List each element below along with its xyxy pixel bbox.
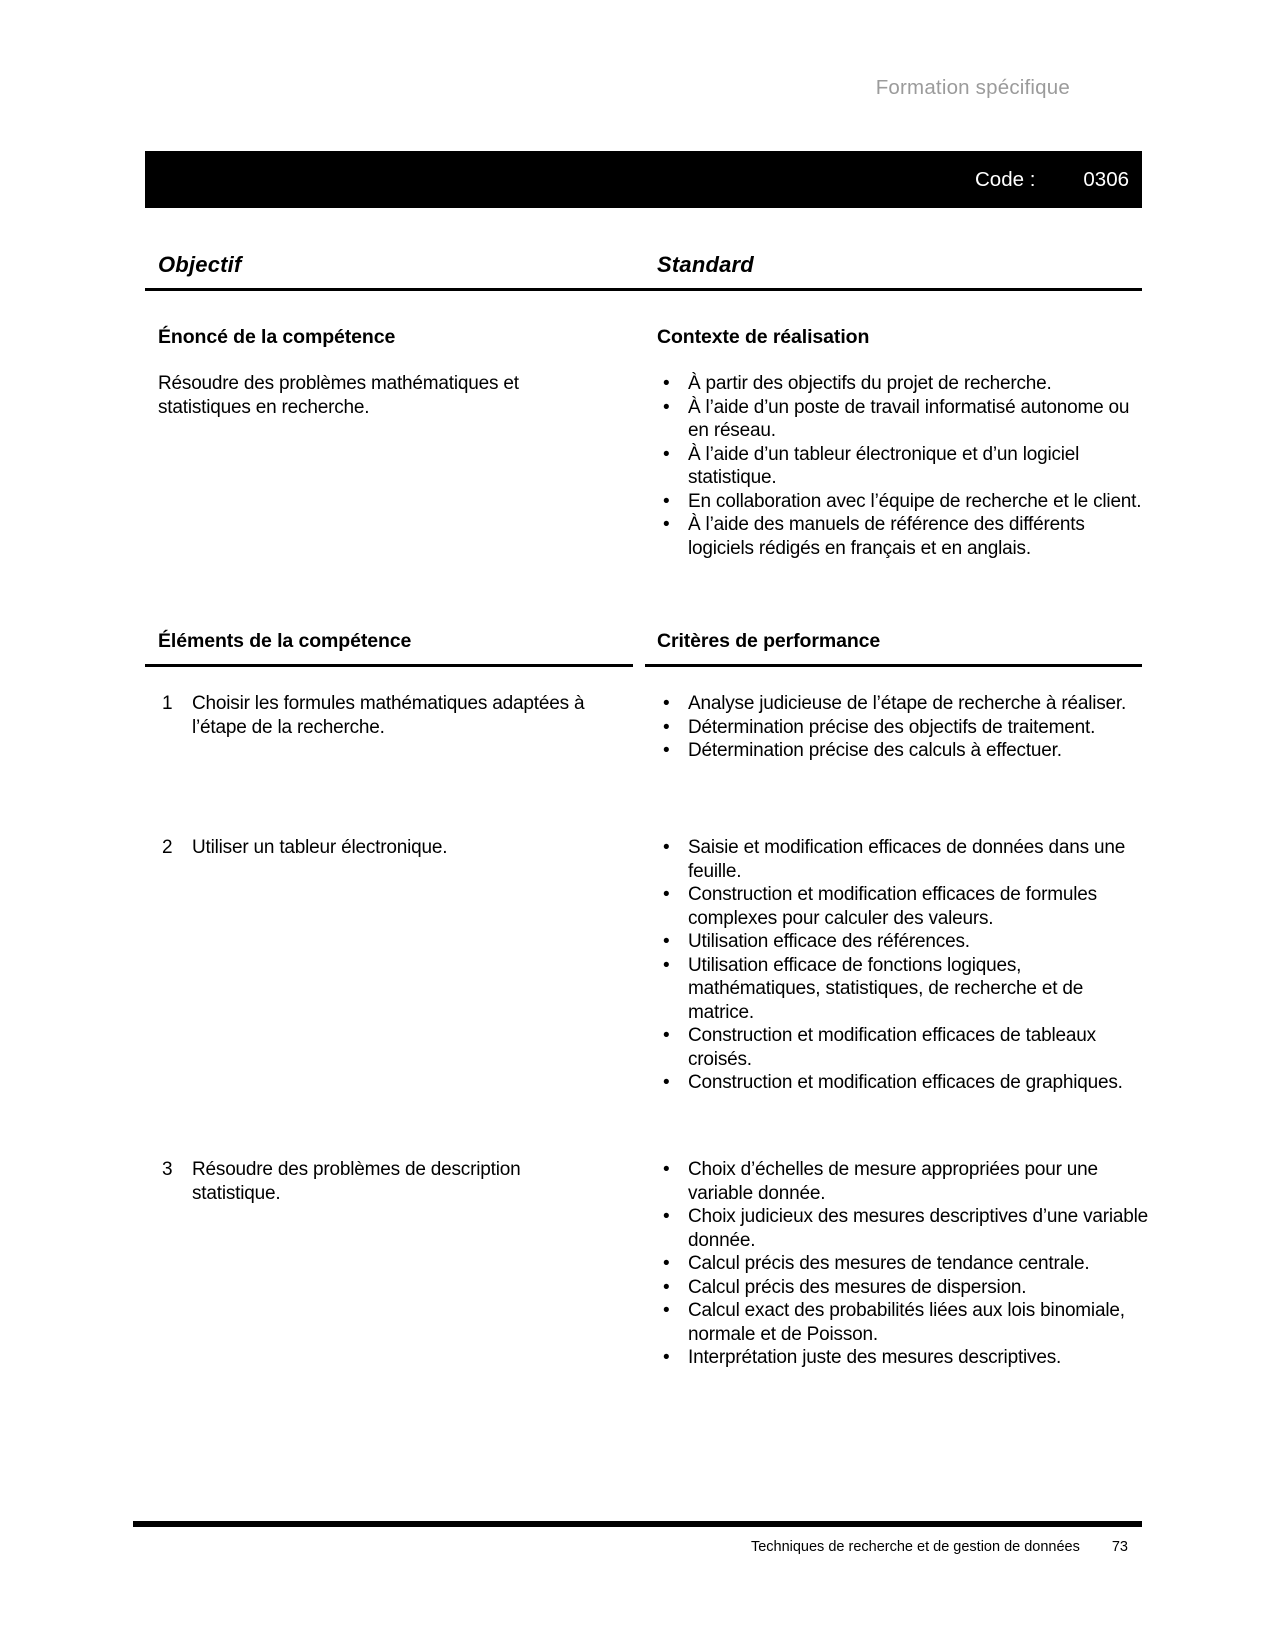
elements-title: Éléments de la compétence (158, 630, 412, 652)
criteria-list (662, 692, 1154, 763)
footer (145, 1539, 1128, 1555)
code-bar (145, 151, 1142, 208)
criteria-list (662, 1158, 1154, 1370)
code-label: Code : (974, 167, 1036, 191)
criteria-bullet: • Calcul précis des mesures de dispersion. (662, 1276, 1154, 1300)
contexte-title: Contexte de réalisation (657, 326, 870, 348)
contexte-bullet: • À l’aide des manuels de référence des différents logiciels rédigés en français et en anglais. (662, 513, 1154, 560)
footer-rule (133, 1521, 1142, 1527)
competence-statement: Résoudre des problèmes mathématiques et statistiques en recherche. (158, 373, 519, 418)
criteria-bullet: • Interprétation juste des mesures descriptives. (662, 1346, 1154, 1370)
criteria-bullet: • Détermination précise des objectifs de traitement. (662, 716, 1154, 740)
criteria-bullet: • Utilisation efficace de fonctions logiques, mathématiques, statistiques, de recherche et de matrice. (662, 954, 1154, 1025)
criteria-bullet: • Construction et modification efficaces de tableaux croisés. (662, 1024, 1154, 1071)
column-header-objectif: Objectif (158, 252, 242, 277)
row-number: 3 (162, 1159, 173, 1180)
contexte-bullet: • À l’aide d’un tableur électronique et d’un logiciel statistique. (662, 443, 1154, 490)
contexte-bullet-list (662, 372, 1154, 560)
elements-rule (145, 664, 633, 667)
code-value: 0306 (1083, 167, 1129, 191)
competence-title: Énoncé de la compétence (158, 326, 396, 348)
footer-page-number: 73 (1111, 1539, 1128, 1555)
footer-program-title: Techniques de recherche et de gestion de données (750, 1539, 1080, 1555)
contexte-bullet: • En collaboration avec l’équipe de recherche et le client. (662, 490, 1154, 514)
row-element-text: Utiliser un tableur électronique. (192, 837, 448, 858)
criteria-bullet: • Construction et modification efficaces de formules complexes pour calculer des valeurs. (662, 883, 1154, 930)
criteria-bullet: • Construction et modification efficaces de graphiques. (662, 1071, 1154, 1095)
criteria-bullet: • Choix d’échelles de mesure appropriées pour une variable donnée. (662, 1158, 1154, 1205)
criteria-rule (645, 664, 1142, 667)
criteria-bullet: • Analyse judicieuse de l’étape de recherche à réaliser. (662, 692, 1154, 716)
criteria-bullet: • Choix judicieux des mesures descriptives d’une variable donnée. (662, 1205, 1154, 1252)
row-element-text: Choisir les formules mathématiques adaptées à l’étape de la recherche. (192, 693, 585, 738)
criteria-title: Critères de performance (657, 630, 881, 652)
contexte-bullet: • À partir des objectifs du projet de recherche. (662, 372, 1154, 396)
column-header-standard: Standard (657, 252, 754, 277)
criteria-list (662, 836, 1154, 1095)
criteria-bullet: • Détermination précise des calculs à effectuer. (662, 739, 1154, 763)
criteria-bullet: • Calcul précis des mesures de tendance centrale. (662, 1252, 1154, 1276)
row-element-text: Résoudre des problèmes de description statistique. (192, 1159, 521, 1204)
row-number: 2 (162, 837, 173, 858)
header-rule (145, 288, 1142, 291)
row-number: 1 (162, 693, 173, 714)
running-header: Formation spécifique (875, 76, 1070, 99)
criteria-bullet: • Calcul exact des probabilités liées aux lois binomiale, normale et de Poisson. (662, 1299, 1154, 1346)
criteria-bullet: • Utilisation efficace des références. (662, 930, 1154, 954)
contexte-bullet: • À l’aide d’un poste de travail informatisé autonome ou en réseau. (662, 396, 1154, 443)
criteria-bullet: • Saisie et modification efficaces de données dans une feuille. (662, 836, 1154, 883)
